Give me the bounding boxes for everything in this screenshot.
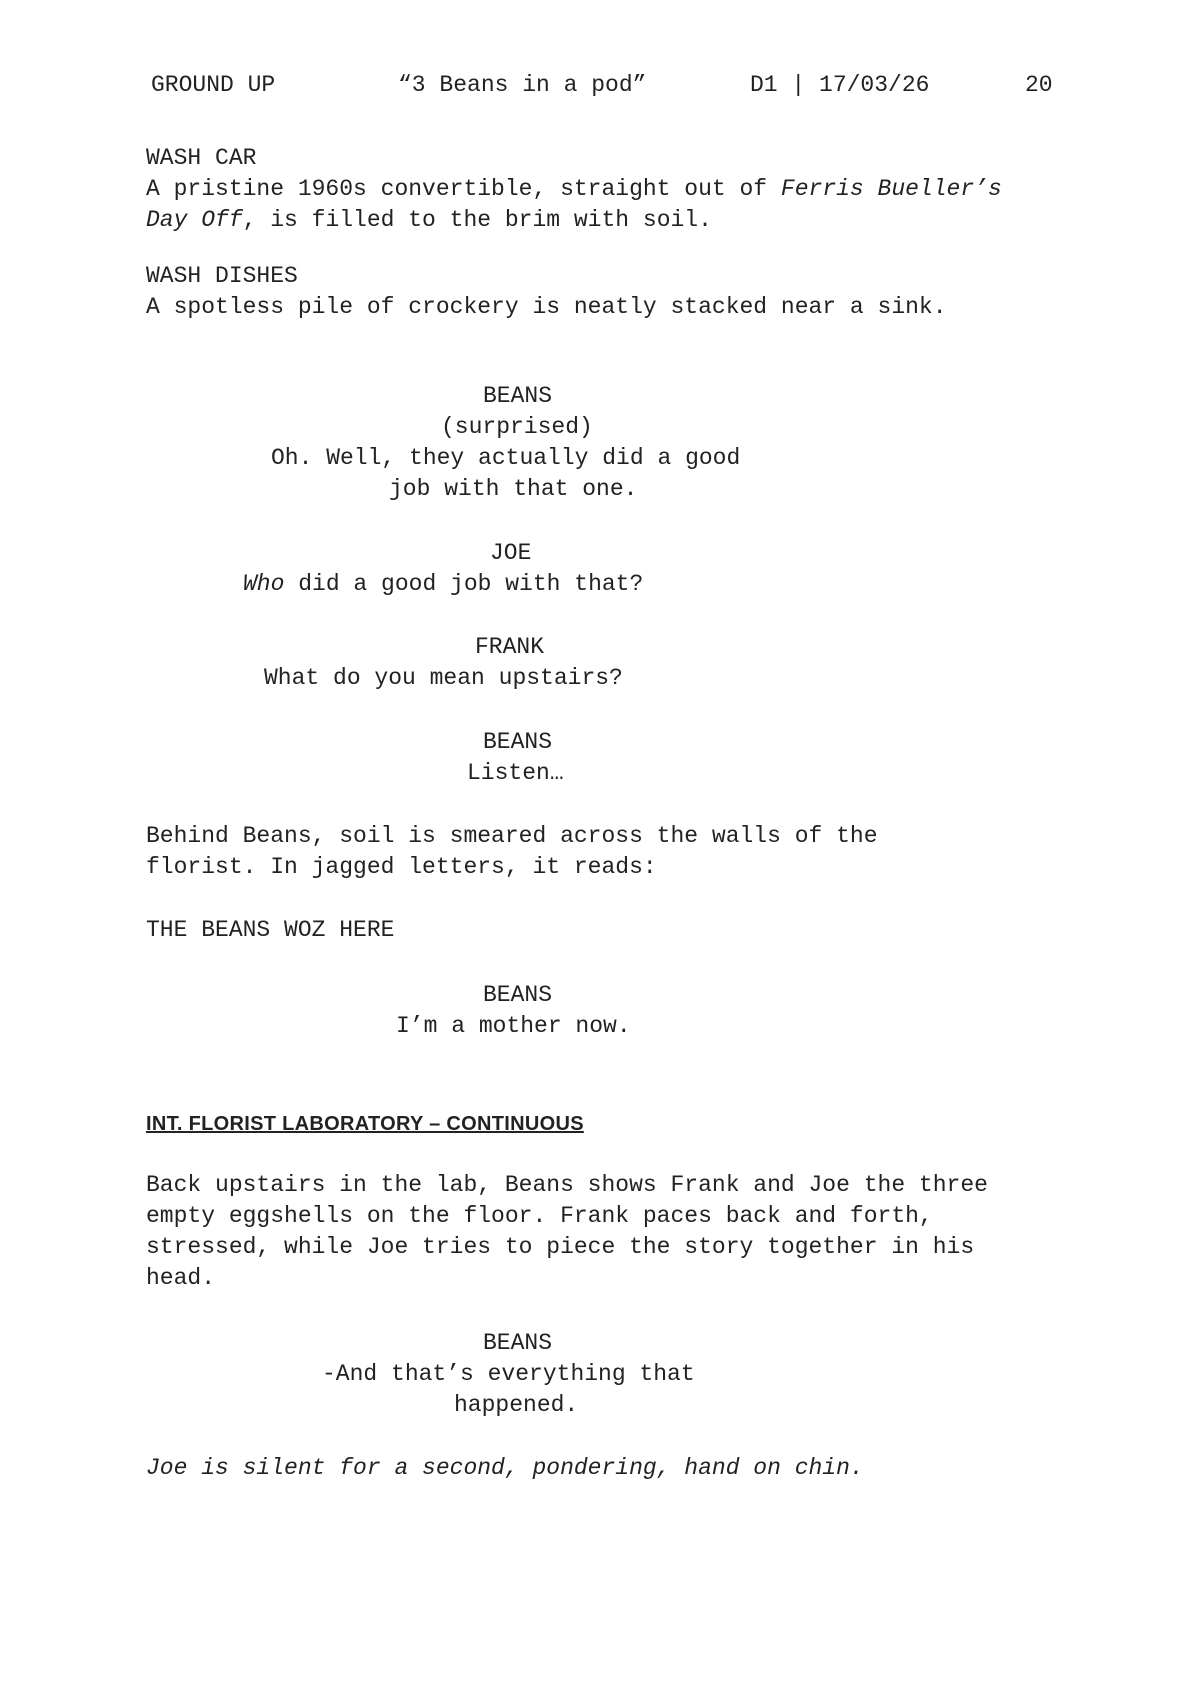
header-title: “3 Beans in a pod” [398, 72, 647, 98]
dialogue-line: happened. [454, 1392, 579, 1418]
dialogue-text: did a good job with that? [284, 571, 644, 597]
character-name: BEANS [483, 1330, 553, 1356]
dialogue-line [243, 569, 643, 600]
dialogue-line: What do you mean upstairs? [264, 665, 623, 691]
action-line: Back upstairs in the lab, Beans shows Frank and Joe the three [146, 1172, 988, 1198]
dialogue-line: -And that’s everything that [322, 1361, 695, 1387]
wash-dishes-line: A spotless pile of crockery is neatly stacked near a sink. [146, 294, 947, 320]
scene-heading: INT. FLORIST LABORATORY – CONTINUOUS [146, 1113, 584, 1135]
dialogue-line: Oh. Well, they actually did a good [271, 445, 741, 471]
final-action: Joe is silent for a second, pondering, hand on chin. [146, 1455, 864, 1481]
wash-car-line-2 [146, 205, 1046, 236]
wall-text: THE BEANS WOZ HERE [146, 917, 395, 943]
action-line: empty eggshells on the floor. Frank paces back and forth, [146, 1203, 933, 1229]
character-name: BEANS [483, 729, 553, 755]
dialogue-line: I’m a mother now. [396, 1013, 631, 1039]
header-draft: D1 | 17/03/26 [750, 72, 930, 98]
character-name: BEANS [483, 982, 553, 1008]
action-line: florist. In jagged letters, it reads: [146, 854, 657, 880]
emphasis: Who [243, 571, 285, 597]
wash-dishes-heading: WASH DISHES [146, 263, 298, 289]
character-name: BEANS [483, 383, 553, 409]
wash-car-text: A pristine 1960s convertible, straight out of [146, 176, 781, 202]
action-line: Behind Beans, soil is smeared across the walls of the [146, 823, 878, 849]
wash-car-heading: WASH CAR [146, 145, 257, 171]
wash-car-line-1 [146, 174, 1046, 205]
film-title-part-2: Day Off [146, 207, 243, 233]
dialogue-line: job with that one. [389, 476, 638, 502]
action-line: stressed, while Joe tries to piece the story together in his [146, 1234, 975, 1260]
parenthetical: (surprised) [441, 414, 593, 440]
header-project: GROUND UP [151, 72, 276, 98]
action-line: head. [146, 1265, 216, 1291]
wash-car-text-end: , is filled to the brim with soil. [242, 207, 712, 233]
character-name: FRANK [475, 634, 545, 660]
dialogue-line: Listen… [467, 760, 564, 786]
page-number: 20 [1025, 72, 1053, 98]
character-name: JOE [490, 540, 532, 566]
film-title-part-1: Ferris Bueller’s [780, 176, 1002, 202]
